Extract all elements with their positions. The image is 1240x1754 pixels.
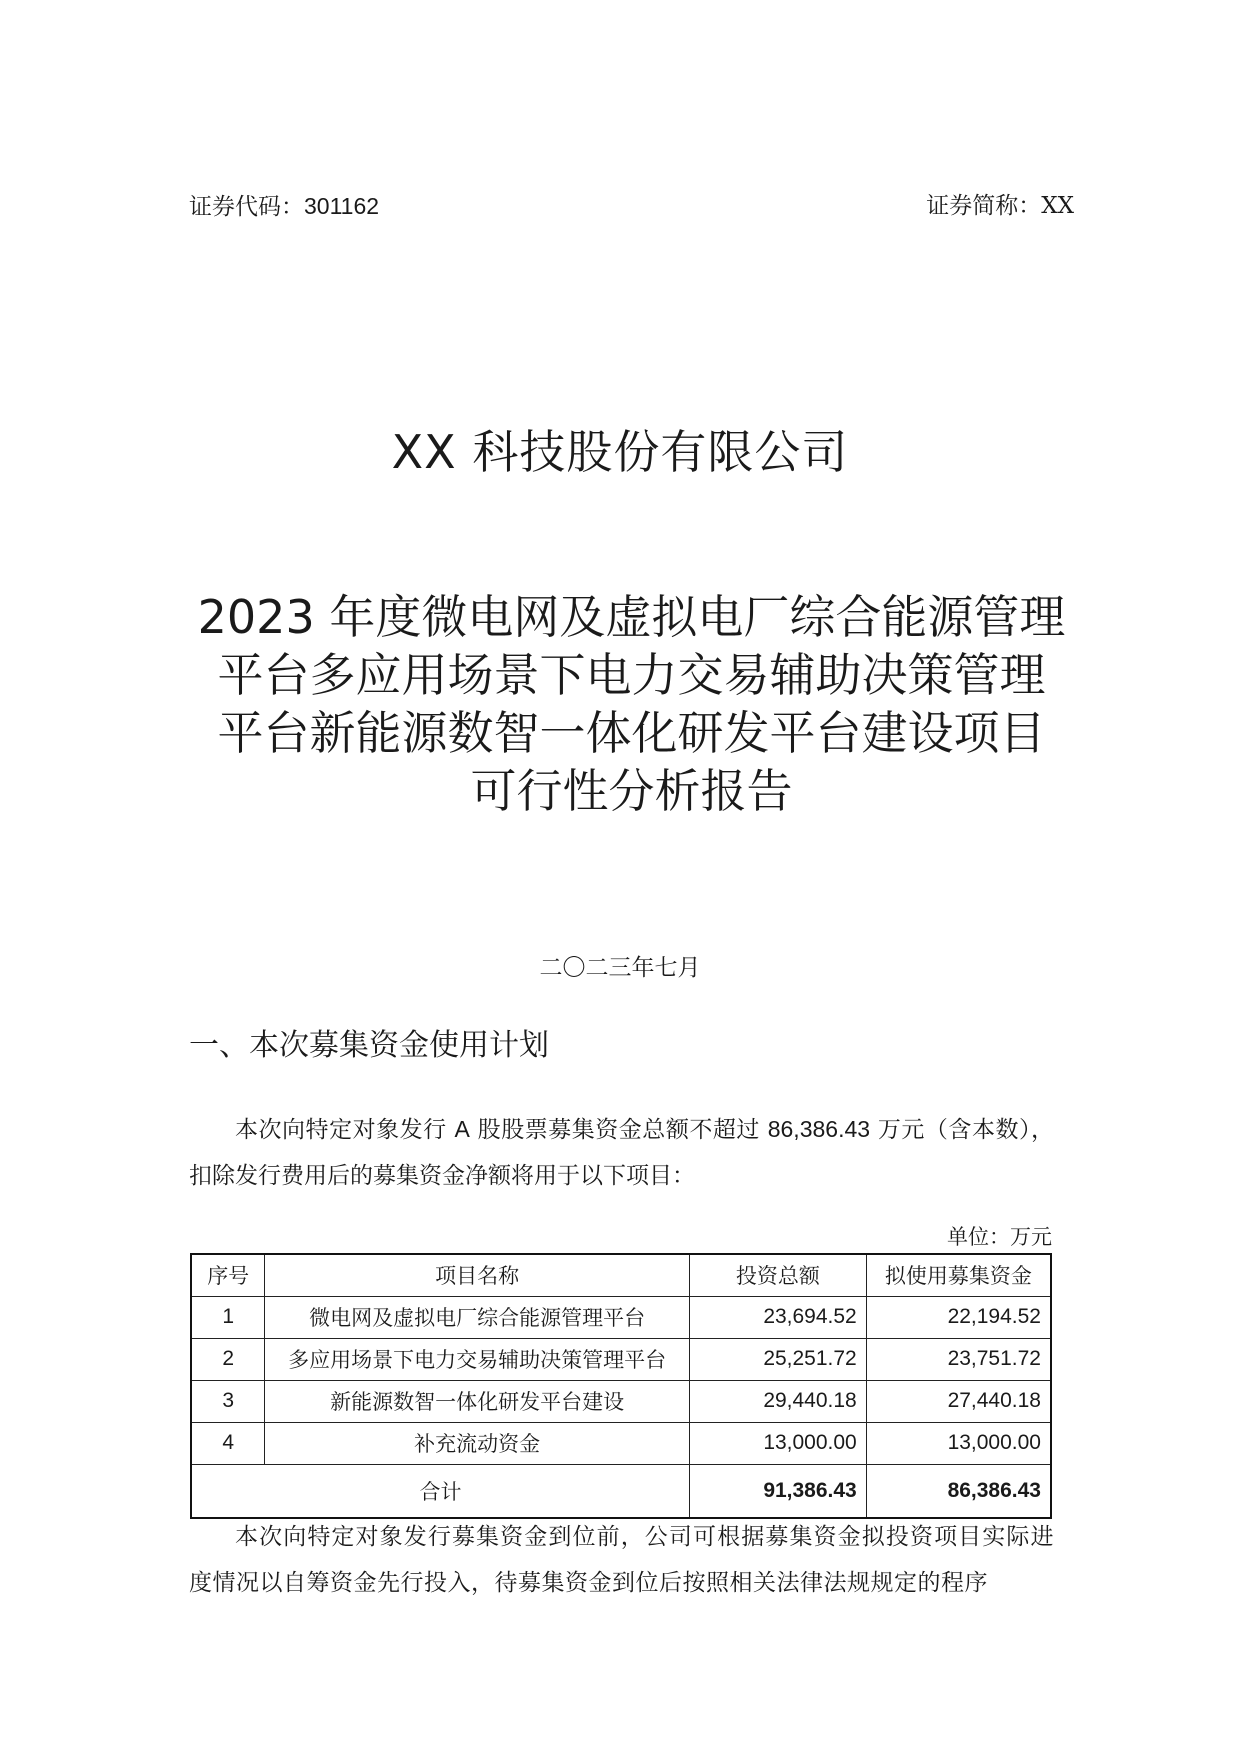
- para-text: A: [454, 1116, 470, 1142]
- report-title-line: 可行性分析报告: [470, 764, 793, 818]
- para-amount: 86,386.43: [767, 1116, 871, 1142]
- company-title: XX 科技股份有限公司: [391, 425, 849, 479]
- table-row: [191, 1380, 1051, 1422]
- table-row: [191, 1422, 1051, 1464]
- row-number: 2: [191, 1338, 265, 1380]
- row-number: 3: [191, 1380, 265, 1422]
- investment-total: 13,000.00: [689, 1422, 866, 1464]
- table-row: [191, 1338, 1051, 1380]
- raised-funds: 23,751.72: [866, 1338, 1051, 1380]
- raised-funds: 27,440.18: [866, 1380, 1051, 1422]
- column-header: 投资总额: [689, 1254, 866, 1296]
- total-raised-funds: 86,386.43: [866, 1464, 1051, 1518]
- stock-code-value: 301162: [304, 193, 380, 219]
- table-header-row: [191, 1254, 1051, 1296]
- stock-name: 证券简称：XX: [926, 193, 1074, 219]
- stock-code: [189, 190, 379, 223]
- table-total-row: [191, 1464, 1051, 1518]
- raised-funds: 22,194.52: [866, 1296, 1051, 1338]
- para-text: 本次向特定对象发行: [235, 1117, 455, 1143]
- row-number: 1: [191, 1296, 265, 1338]
- column-header: 序号: [191, 1254, 265, 1296]
- total-label: 合计: [191, 1464, 689, 1518]
- paragraph-pre-investment: 本次向特定对象发行募集资金到位前，公司可根据募集资金拟投资项目实际进度情况以自筹资金先行投入，待募集资金到位后按照相关法律法规规定的程序: [189, 1524, 1054, 1596]
- report-title-line: 2023 年度微电网及虚拟电厂综合能源管理: [197, 590, 1066, 644]
- project-name: 补充流动资金: [265, 1422, 690, 1464]
- report-title-line: 平台新能源数智一体化研发平台建设项目: [217, 706, 1046, 760]
- para-text: 万元（含本数），扣除发行费用后的募集资金净额将用于以下项目：: [189, 1117, 1055, 1189]
- total-investment: 91,386.43: [689, 1464, 866, 1518]
- project-name: 多应用场景下电力交易辅助决策管理平台: [265, 1338, 690, 1380]
- column-header: 拟使用募集资金: [866, 1254, 1051, 1296]
- report-date: 二〇二三年七月: [539, 955, 701, 981]
- report-title-line: 平台多应用场景下电力交易辅助决策管理: [217, 648, 1046, 702]
- project-name: 微电网及虚拟电厂综合能源管理平台: [265, 1296, 690, 1338]
- project-name: 新能源数智一体化研发平台建设: [265, 1380, 690, 1422]
- raised-funds: 13,000.00: [866, 1422, 1051, 1464]
- row-number: 4: [191, 1422, 265, 1464]
- column-header: 项目名称: [265, 1254, 690, 1296]
- report-title: [189, 588, 1074, 820]
- fund-usage-table: [190, 1253, 1052, 1519]
- stock-code-label: 证券代码：: [189, 194, 304, 220]
- investment-total: 29,440.18: [689, 1380, 866, 1422]
- investment-total: 25,251.72: [689, 1338, 866, 1380]
- paragraph-fund-plan: [189, 1106, 1054, 1199]
- investment-total: 23,694.52: [689, 1296, 866, 1338]
- para-text: 股股票募集资金总额不超过: [469, 1117, 768, 1143]
- table-row: [191, 1296, 1051, 1338]
- section-heading: 一、本次募集资金使用计划: [189, 1028, 549, 1063]
- table-unit: 单位：万元: [947, 1225, 1052, 1249]
